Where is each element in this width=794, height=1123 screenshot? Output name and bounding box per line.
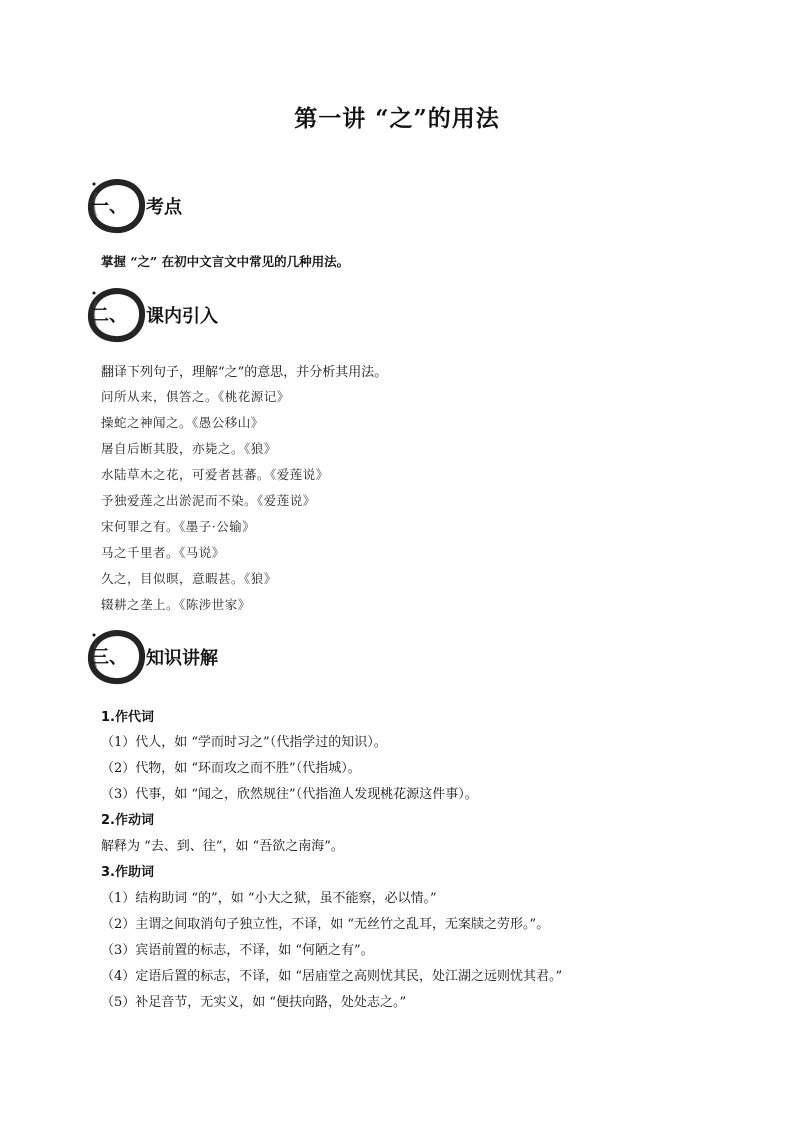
sentence-item: 操蛇之神闻之。《愚公移山》 xyxy=(101,415,264,430)
usage-item: （3）代事，如 “闻之，欣然规往”（代指渔人发现桃花源这件事）。 xyxy=(101,787,478,802)
usage-item: （2）代物，如 “环而攻之而不胜”（代指城）。 xyxy=(101,761,361,776)
section-header-1 xyxy=(86,178,406,234)
intro-text: 翻译下列句子，理解“之”的意思，并分析其用法。 xyxy=(101,365,388,380)
subheading-particle: 3.作助词 xyxy=(101,865,154,880)
section-title: 课内引入 xyxy=(146,306,218,327)
usage-item: 解释为 “去、到、往”，如 “吾欲之南海”。 xyxy=(101,839,344,854)
usage-item: （3）宾语前置的标志，不译，如 “何陋之有”。 xyxy=(101,943,374,958)
section-number: 一、 xyxy=(91,196,127,217)
usage-item: （5）补足音节，无实义，如 “便扶向路，处处志之。” xyxy=(101,995,407,1010)
section-header-2 xyxy=(86,287,406,343)
usage-item: （1）结构助词 “的”，如 “小大之狱，虽不能察，必以情。” xyxy=(101,891,437,906)
sentence-item: 久之，目似暝，意暇甚。《狼》 xyxy=(101,571,277,586)
subheading-pronoun: 1.作代词 xyxy=(101,710,154,725)
sentence-item: 问所从来，俱答之。《桃花源记》 xyxy=(101,389,290,404)
usage-item: （4）定语后置的标志，不译，如 “居庙堂之高则忧其民，处江湖之远则忧其君。” xyxy=(101,969,563,984)
sentence-item: 辍耕之垄上。《陈涉世家》 xyxy=(101,597,251,612)
section-number: 三、 xyxy=(91,647,127,668)
section-title: 考点 xyxy=(146,197,182,218)
section-number: 二、 xyxy=(91,305,127,326)
usage-item: （1）代人，如 “学而时习之”（代指学过的知识）。 xyxy=(101,735,387,750)
section-header-3 xyxy=(86,629,406,685)
sentence-item: 屠自后断其股，亦毙之。《狼》 xyxy=(101,441,277,456)
usage-item: （2）主谓之间取消句子独立性，不译，如 “无丝竹之乱耳，无案牍之劳形。”。 xyxy=(101,917,550,932)
kaodian-text: 掌握 “之” 在初中文言文中常见的几种用法。 xyxy=(101,254,350,269)
page-title: 第一讲 “之”的用法 xyxy=(294,105,500,132)
sentence-item: 水陆草木之花，可爱者甚蕃。《爱莲说》 xyxy=(101,467,329,482)
sentence-item: 宋何罪之有。《墨子·公输》 xyxy=(101,519,256,534)
subheading-verb: 2.作动词 xyxy=(101,813,154,828)
sentence-item: 予独爱莲之出淤泥而不染。《爱莲说》 xyxy=(101,493,316,508)
section-title: 知识讲解 xyxy=(146,648,218,669)
sentence-item: 马之千里者。《马说》 xyxy=(101,545,225,560)
